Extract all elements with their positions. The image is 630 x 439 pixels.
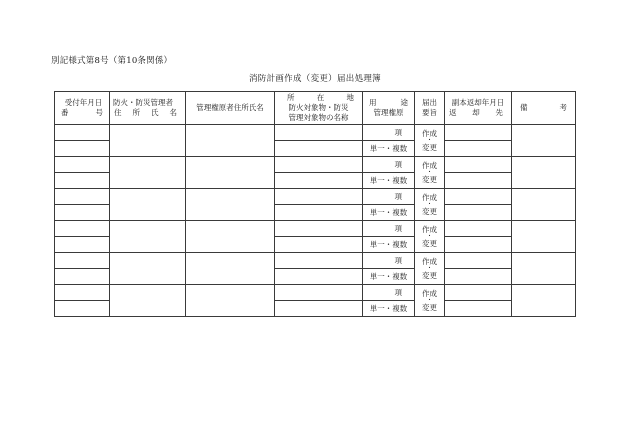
number-cell xyxy=(55,301,110,317)
header-remarks-b: 考 xyxy=(559,103,567,112)
use-kou-label: 項 xyxy=(394,192,402,201)
document-title: 消防計画作成（変更）届出処理簿 xyxy=(248,74,381,84)
header-receipt-date-number xyxy=(55,92,110,125)
return-date-cell xyxy=(445,125,512,141)
remarks-cell xyxy=(512,189,576,221)
location-cell xyxy=(275,221,363,237)
header-receipt-date: 受付年月日 xyxy=(64,98,103,107)
summary-dot: ・ xyxy=(426,265,433,272)
summary-create: 作成 xyxy=(422,161,437,170)
authority-label: 単一・複数 xyxy=(369,304,408,313)
table-row xyxy=(55,285,576,301)
header-use-authority xyxy=(363,92,415,125)
header-object-line1: 防火対象物・防災 xyxy=(288,103,349,112)
summary-cell xyxy=(415,221,445,253)
owner-cell xyxy=(186,189,275,221)
owner-cell xyxy=(186,125,275,157)
header-return-date: 副本返却年月日 xyxy=(451,98,505,107)
header-location-b: 在 xyxy=(316,93,325,102)
header-return-b: 却 xyxy=(472,108,480,117)
header-number-a: 番 xyxy=(61,108,69,117)
authority-cell xyxy=(363,141,415,157)
header-address-b: 所 xyxy=(132,108,140,117)
header-location-c: 地 xyxy=(346,93,354,102)
header-fire-manager-title: 防火・防災管理者 xyxy=(113,98,173,107)
authority-label: 単一・複数 xyxy=(369,272,408,281)
header-name-b: 名 xyxy=(169,108,177,117)
authority-cell xyxy=(363,269,415,285)
summary-cell xyxy=(415,189,445,221)
receipt-date-cell xyxy=(55,125,110,141)
return-destination-cell xyxy=(445,205,512,221)
header-remarks-a: 備 xyxy=(520,103,528,112)
processing-ledger-table xyxy=(54,91,576,317)
summary-change: 変更 xyxy=(422,207,437,216)
summary-dot: ・ xyxy=(426,297,433,304)
owner-cell xyxy=(186,253,275,285)
remarks-cell xyxy=(512,157,576,189)
header-summary: 要旨 xyxy=(422,108,437,117)
header-address-a: 住 xyxy=(114,108,122,117)
use-kou-cell xyxy=(363,253,415,269)
use-kou-cell xyxy=(363,157,415,173)
remarks-cell xyxy=(512,253,576,285)
summary-create: 作成 xyxy=(422,193,437,202)
summary-create: 作成 xyxy=(422,289,437,298)
form-number-label: 別記様式第8号（第10条関係） xyxy=(51,56,173,66)
summary-create: 作成 xyxy=(422,129,437,138)
remarks-cell xyxy=(512,125,576,157)
return-date-cell xyxy=(445,221,512,237)
summary-dot: ・ xyxy=(426,233,433,240)
summary-cell xyxy=(415,125,445,157)
header-owner-address-name xyxy=(186,92,275,125)
summary-change: 変更 xyxy=(422,303,437,312)
summary-cell xyxy=(415,285,445,317)
return-date-cell xyxy=(445,157,512,173)
summary-change: 変更 xyxy=(422,271,437,280)
authority-label: 単一・複数 xyxy=(369,208,408,217)
summary-cell xyxy=(415,157,445,189)
header-row xyxy=(55,92,576,125)
header-location-a: 所 xyxy=(287,93,295,102)
fire-manager-cell xyxy=(110,189,186,221)
location-cell xyxy=(275,189,363,205)
summary-change: 変更 xyxy=(422,143,437,152)
fire-manager-cell xyxy=(110,285,186,317)
authority-label: 単一・複数 xyxy=(369,240,408,249)
use-kou-cell xyxy=(363,125,415,141)
header-return-a: 返 xyxy=(449,108,457,117)
receipt-date-cell xyxy=(55,221,110,237)
return-date-cell xyxy=(445,189,512,205)
return-destination-cell xyxy=(445,141,512,157)
header-number-b: 号 xyxy=(95,108,103,117)
number-cell xyxy=(55,173,110,189)
table-row xyxy=(55,221,576,237)
use-kou-label: 項 xyxy=(394,224,402,233)
header-notification-summary xyxy=(415,92,445,125)
receipt-date-cell xyxy=(55,157,110,173)
object-name-cell xyxy=(275,269,363,285)
fire-manager-cell xyxy=(110,253,186,285)
owner-cell xyxy=(186,285,275,317)
number-cell xyxy=(55,141,110,157)
header-notification: 届出 xyxy=(422,98,437,107)
return-destination-cell xyxy=(445,269,512,285)
fire-manager-cell xyxy=(110,221,186,253)
use-kou-cell xyxy=(363,189,415,205)
location-cell xyxy=(275,285,363,301)
use-kou-cell xyxy=(363,221,415,237)
table-row xyxy=(55,157,576,173)
summary-cell xyxy=(415,253,445,285)
ledger-body xyxy=(55,125,576,317)
remarks-cell xyxy=(512,285,576,317)
use-kou-cell xyxy=(363,285,415,301)
header-return-date-destination xyxy=(445,92,512,125)
header-location-object xyxy=(275,92,363,125)
authority-cell xyxy=(363,237,415,253)
table-row xyxy=(55,189,576,205)
remarks-cell xyxy=(512,221,576,253)
header-use-a: 用 xyxy=(369,98,377,107)
object-name-cell xyxy=(275,173,363,189)
object-name-cell xyxy=(275,237,363,253)
header-use-b: 途 xyxy=(400,98,408,107)
authority-cell xyxy=(363,301,415,317)
use-kou-label: 項 xyxy=(394,160,402,169)
location-cell xyxy=(275,253,363,269)
object-name-cell xyxy=(275,141,363,157)
authority-cell xyxy=(363,205,415,221)
number-cell xyxy=(55,237,110,253)
fire-manager-cell xyxy=(110,125,186,157)
table-row xyxy=(55,253,576,269)
owner-cell xyxy=(186,221,275,253)
summary-dot: ・ xyxy=(426,201,433,208)
header-object-line2: 管理対象物の名称 xyxy=(288,113,349,122)
receipt-date-cell xyxy=(55,253,110,269)
use-kou-label: 項 xyxy=(394,288,402,297)
summary-create: 作成 xyxy=(422,225,437,234)
object-name-cell xyxy=(275,205,363,221)
object-name-cell xyxy=(275,301,363,317)
fire-manager-cell xyxy=(110,157,186,189)
header-authority: 管理権原 xyxy=(373,108,404,117)
summary-change: 変更 xyxy=(422,239,437,248)
summary-create: 作成 xyxy=(422,257,437,266)
location-cell xyxy=(275,125,363,141)
header-return-c: 先 xyxy=(495,108,503,117)
header-name-a: 氏 xyxy=(151,108,159,117)
authority-label: 単一・複数 xyxy=(369,144,408,153)
number-cell xyxy=(55,269,110,285)
receipt-date-cell xyxy=(55,189,110,205)
owner-cell xyxy=(186,157,275,189)
return-destination-cell xyxy=(445,173,512,189)
table-row xyxy=(55,125,576,141)
return-date-cell xyxy=(445,253,512,269)
header-fire-manager xyxy=(110,92,186,125)
location-cell xyxy=(275,157,363,173)
summary-dot: ・ xyxy=(426,169,433,176)
header-owner-label: 管理権原者住所氏名 xyxy=(196,103,264,112)
summary-change: 変更 xyxy=(422,175,437,184)
return-date-cell xyxy=(445,285,512,301)
authority-cell xyxy=(363,173,415,189)
return-destination-cell xyxy=(445,301,512,317)
use-kou-label: 項 xyxy=(394,128,402,137)
summary-dot: ・ xyxy=(426,137,433,144)
use-kou-label: 項 xyxy=(394,256,402,265)
return-destination-cell xyxy=(445,237,512,253)
number-cell xyxy=(55,205,110,221)
receipt-date-cell xyxy=(55,285,110,301)
header-remarks xyxy=(512,92,576,125)
authority-label: 単一・複数 xyxy=(369,176,408,185)
